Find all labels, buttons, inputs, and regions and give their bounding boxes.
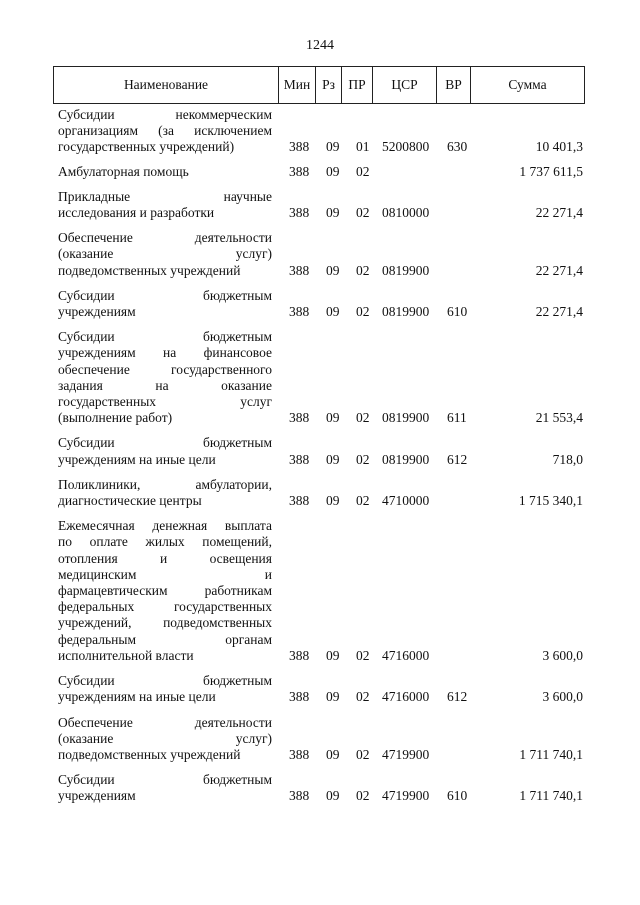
row-name bbox=[58, 329, 272, 426]
row-name-line: государственных услуг bbox=[58, 394, 272, 410]
row-name-line: Субсидии бюджетным bbox=[58, 435, 272, 451]
cell-pr: 02 bbox=[356, 689, 370, 705]
cell-rz: 09 bbox=[326, 163, 340, 179]
table-row bbox=[0, 518, 640, 664]
cell-vr: 611 bbox=[447, 410, 467, 426]
cell-sum: 21 553,4 bbox=[535, 410, 583, 426]
row-name bbox=[58, 477, 272, 509]
row-name-line: Ежемесячная денежная выплата bbox=[58, 518, 272, 534]
cell-min: 388 bbox=[289, 205, 310, 221]
row-name-line: учреждениям на финансовое bbox=[58, 345, 272, 361]
cell-csr: 4710000 bbox=[382, 493, 430, 509]
cell-min: 388 bbox=[289, 788, 310, 804]
cell-min: 388 bbox=[289, 410, 310, 426]
row-name-line: Прикладные научные bbox=[58, 188, 272, 204]
cell-sum: 3 600,0 bbox=[542, 689, 583, 705]
cell-sum: 22 271,4 bbox=[535, 304, 583, 320]
row-name-line: Обеспечение деятельности bbox=[58, 714, 272, 730]
column-header-vr: ВР bbox=[437, 67, 471, 104]
row-name-line: Поликлиники, амбулатории, bbox=[58, 476, 272, 492]
row-name-line: подведомственных учреждений bbox=[58, 262, 241, 278]
cell-vr: 610 bbox=[447, 788, 468, 804]
cell-csr: 5200800 bbox=[382, 139, 430, 155]
cell-vr: 612 bbox=[447, 451, 468, 467]
cell-min: 388 bbox=[289, 262, 310, 278]
row-name-line: отопления и освещения bbox=[58, 550, 272, 566]
row-name bbox=[58, 288, 272, 320]
cell-csr: 0819900 bbox=[382, 410, 430, 426]
cell-pr: 02 bbox=[356, 304, 370, 320]
cell-csr: 4719900 bbox=[382, 788, 430, 804]
row-name bbox=[58, 164, 272, 180]
cell-sum: 22 271,4 bbox=[535, 205, 583, 221]
cell-rz: 09 bbox=[326, 451, 340, 467]
row-name bbox=[58, 772, 272, 804]
table-row bbox=[0, 435, 640, 467]
row-name-line: Амбулаторная помощь bbox=[58, 163, 189, 179]
column-header-sum: Сумма bbox=[471, 67, 585, 104]
cell-csr: 0819900 bbox=[382, 451, 430, 467]
cell-pr: 02 bbox=[356, 647, 370, 663]
table-row bbox=[0, 107, 640, 156]
row-name-line: (оказание услуг) bbox=[58, 246, 272, 262]
cell-rz: 09 bbox=[326, 410, 340, 426]
row-name-line: организациям (за исключением bbox=[58, 123, 272, 139]
cell-sum: 1 711 740,1 bbox=[519, 746, 583, 762]
row-name-line: диагностические центры bbox=[58, 493, 202, 509]
cell-vr: 612 bbox=[447, 689, 468, 705]
cell-rz: 09 bbox=[326, 139, 340, 155]
cell-min: 388 bbox=[289, 304, 310, 320]
column-header-min: Мин bbox=[279, 67, 316, 104]
row-name-line: Субсидии бюджетным bbox=[58, 772, 272, 788]
cell-pr: 02 bbox=[356, 451, 370, 467]
row-name-line: Субсидии бюджетным bbox=[58, 329, 272, 345]
cell-min: 388 bbox=[289, 451, 310, 467]
row-name bbox=[58, 107, 272, 156]
row-name-line: по оплате жилых помещений, bbox=[58, 534, 272, 550]
cell-rz: 09 bbox=[326, 493, 340, 509]
cell-min: 388 bbox=[289, 139, 310, 155]
cell-vr: 610 bbox=[447, 304, 468, 320]
cell-rz: 09 bbox=[326, 205, 340, 221]
cell-rz: 09 bbox=[326, 689, 340, 705]
row-name-line: подведомственных учреждений bbox=[58, 746, 241, 762]
cell-sum: 1 737 611,5 bbox=[519, 163, 583, 179]
column-header-name: Наименование bbox=[54, 67, 279, 104]
row-name-line: федеральных государственных bbox=[58, 599, 272, 615]
table-row bbox=[0, 715, 640, 764]
cell-pr: 02 bbox=[356, 746, 370, 762]
row-name-line: (оказание услуг) bbox=[58, 730, 272, 746]
cell-pr: 02 bbox=[356, 788, 370, 804]
row-name-line: федеральным органам bbox=[58, 631, 272, 647]
cell-sum: 22 271,4 bbox=[535, 262, 583, 278]
cell-csr: 4716000 bbox=[382, 689, 430, 705]
cell-pr: 01 bbox=[356, 139, 370, 155]
row-name-line: учреждениям на иные цели bbox=[58, 689, 216, 705]
cell-min: 388 bbox=[289, 163, 310, 179]
cell-sum: 718,0 bbox=[552, 451, 583, 467]
row-name-line: Обеспечение деятельности bbox=[58, 230, 272, 246]
row-name bbox=[58, 673, 272, 705]
row-name bbox=[58, 189, 272, 221]
row-name-line: фармацевтическим работникам bbox=[58, 583, 272, 599]
cell-min: 388 bbox=[289, 689, 310, 705]
row-name bbox=[58, 518, 272, 664]
table-body bbox=[0, 107, 640, 805]
cell-pr: 02 bbox=[356, 493, 370, 509]
cell-min: 388 bbox=[289, 746, 310, 762]
cell-csr: 0810000 bbox=[382, 205, 430, 221]
table-row bbox=[0, 189, 640, 221]
row-name-line: исполнительной власти bbox=[58, 647, 194, 663]
cell-pr: 02 bbox=[356, 410, 370, 426]
row-name-line: учреждениям bbox=[58, 788, 136, 804]
row-name-line: исследования и разработки bbox=[58, 205, 215, 221]
row-name-line: обеспечение государственного bbox=[58, 361, 272, 377]
table-row bbox=[0, 230, 640, 279]
row-name bbox=[58, 715, 272, 764]
table-row bbox=[0, 288, 640, 320]
table-header bbox=[53, 66, 585, 104]
cell-csr: 0819900 bbox=[382, 262, 430, 278]
row-name-line: Субсидии бюджетным bbox=[58, 673, 272, 689]
column-header-rz: Рз bbox=[316, 67, 342, 104]
row-name-line: учреждениям bbox=[58, 304, 136, 320]
cell-rz: 09 bbox=[326, 262, 340, 278]
row-name-line: медицинским и bbox=[58, 566, 272, 582]
cell-rz: 09 bbox=[326, 304, 340, 320]
cell-min: 388 bbox=[289, 493, 310, 509]
cell-sum: 3 600,0 bbox=[542, 647, 583, 663]
row-name-line: Субсидии бюджетным bbox=[58, 287, 272, 303]
cell-pr: 02 bbox=[356, 262, 370, 278]
cell-pr: 02 bbox=[356, 163, 370, 179]
cell-csr: 0819900 bbox=[382, 304, 430, 320]
row-name bbox=[58, 230, 272, 279]
cell-csr: 4719900 bbox=[382, 746, 430, 762]
row-name-line: учреждений, подведомственных bbox=[58, 615, 272, 631]
table-row bbox=[0, 673, 640, 705]
cell-rz: 09 bbox=[326, 647, 340, 663]
row-name-line: задания на оказание bbox=[58, 377, 272, 393]
cell-min: 388 bbox=[289, 647, 310, 663]
table-row bbox=[0, 329, 640, 426]
cell-csr: 4716000 bbox=[382, 647, 430, 663]
cell-rz: 09 bbox=[326, 788, 340, 804]
row-name-line: учреждениям на иные цели bbox=[58, 451, 216, 467]
cell-sum: 1 715 340,1 bbox=[518, 493, 583, 509]
cell-sum: 10 401,3 bbox=[535, 139, 583, 155]
table-row bbox=[0, 772, 640, 804]
cell-rz: 09 bbox=[326, 746, 340, 762]
table-row bbox=[0, 164, 640, 180]
cell-sum: 1 711 740,1 bbox=[519, 788, 583, 804]
row-name bbox=[58, 435, 272, 467]
column-header-csr: ЦСР bbox=[373, 67, 437, 104]
table-row bbox=[0, 477, 640, 509]
row-name-line: Субсидии некоммерческим bbox=[58, 107, 272, 122]
page-number: 1244 bbox=[306, 38, 334, 53]
row-name-line: (выполнение работ) bbox=[58, 410, 173, 426]
row-name-line: государственных учреждений) bbox=[58, 139, 235, 155]
cell-vr: 630 bbox=[447, 139, 468, 155]
column-header-pr: ПР bbox=[342, 67, 373, 104]
cell-pr: 02 bbox=[356, 205, 370, 221]
